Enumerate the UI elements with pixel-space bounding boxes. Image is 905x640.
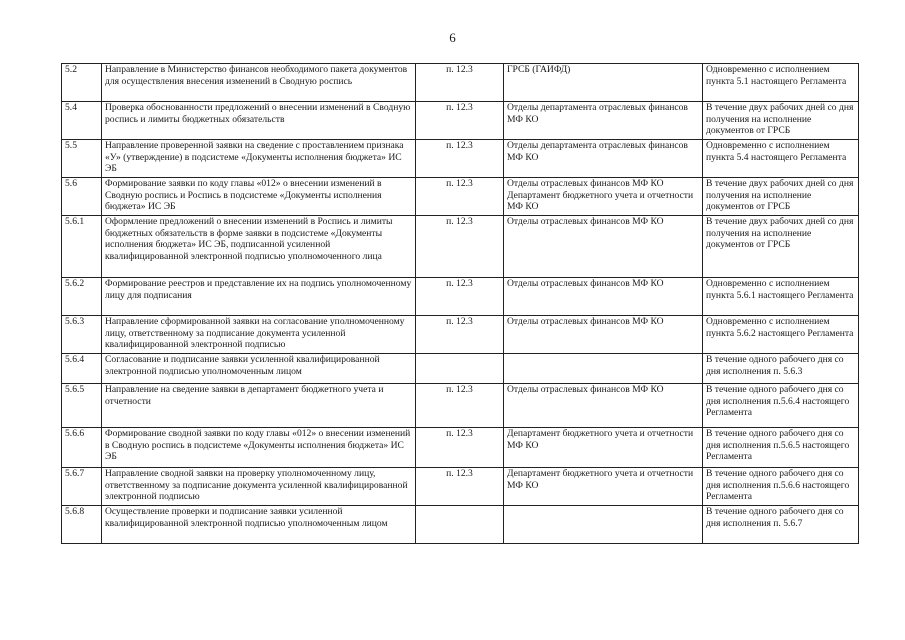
executor-cell: Отделы отраслевых финансов МФ КО [504,384,703,428]
reference-cell: п. 12.3 [416,316,504,354]
action-cell: Формирование сводной заявки по коду главы «012» о внесении изменений в Сводную роспись в подсистеме «Документы исполнения бюджета» ИС ЭБ [102,428,416,468]
row-number: 5.6 [62,178,102,216]
row-number: 5.5 [62,140,102,178]
reference-cell: п. 12.3 [416,468,504,506]
reference-cell [416,506,504,544]
executor-cell: Отделы отраслевых финансов МФ КО Департамент бюджетного учета и отчетности МФ КО [504,178,703,216]
table-row [62,64,859,102]
executor-cell: Отделы отраслевых финансов МФ КО [504,216,703,278]
executor-cell: Отделы департамента отраслевых финансов МФ КО [504,102,703,140]
table-row [62,316,859,354]
action-cell: Формирование заявки по коду главы «012» о внесении изменений в Сводную роспись и Роспись в подсистеме «Документы исполнения бюджета» ИС ЭБ [102,178,416,216]
action-cell: Осуществление проверки и подписание заявки усиленной квалифицированной электронной подписью уполномоченным лицом [102,506,416,544]
action-cell: Направление сформированной заявки на согласование уполномоченному лицу, ответственному за подписание документа усиленной квалифицированной электронной подписью [102,316,416,354]
term-cell: В течение одного рабочего дня со дня исполнения п.5.6.4 настоящего Регламента [703,384,859,428]
term-cell: Одновременно с исполнением пункта 5.4 настоящего Регламента [703,140,859,178]
table-row [62,278,859,316]
term-cell: В течение одного рабочего дня со дня исполнения п. 5.6.7 [703,506,859,544]
action-cell: Формирование реестров и представление их на подпись уполномоченному лицу для подписания [102,278,416,316]
action-cell: Направление проверенной заявки на сведение с проставлением признака «У» (утверждение) в подсистеме «Документы исполнения бюджета» ИС ЭБ [102,140,416,178]
table-row [62,506,859,544]
executor-cell: Отделы департамента отраслевых финансов МФ КО [504,140,703,178]
term-cell: В течение одного рабочего дня со дня исполнения п. 5.6.3 [703,354,859,384]
executor-cell: Отделы отраслевых финансов МФ КО [504,278,703,316]
executor-cell [504,354,703,384]
term-cell: Одновременно с исполнением пункта 5.6.2 настоящего Регламента [703,316,859,354]
table-row [62,428,859,468]
regulation-table [61,63,859,544]
term-cell: В течение одного рабочего дня со дня исполнения п.5.6.6 настоящего Регламента [703,468,859,506]
reference-cell: п. 12.3 [416,216,504,278]
action-cell: Направление в Министерство финансов необходимого пакета документов для осуществления внесения изменений в Сводную роспись [102,64,416,102]
row-number: 5.4 [62,102,102,140]
table-row [62,354,859,384]
row-number: 5.2 [62,64,102,102]
action-cell: Направление сводной заявки на проверку уполномоченному лицу, ответственному за подписание документа усиленной квалифицированной электронной подписью [102,468,416,506]
term-cell: Одновременно с исполнением пункта 5.1 настоящего Регламента [703,64,859,102]
row-number: 5.6.2 [62,278,102,316]
reference-cell [416,354,504,384]
executor-cell: Отделы отраслевых финансов МФ КО [504,316,703,354]
executor-cell: ГРСБ (ГАИФД) [504,64,703,102]
reference-cell: п. 12.3 [416,140,504,178]
action-cell: Оформление предложений о внесении изменений в Роспись и лимиты бюджетных обязательств в форме заявки в подсистеме «Документы исполнения бюджета» ИС ЭБ, подписанной усиленной квалифицированной электронной подписью уполномоченного лица [102,216,416,278]
term-cell: В течение одного рабочего дня со дня исполнения п.5.6.5 настоящего Регламента [703,428,859,468]
term-cell: В течение двух рабочих дней со дня получения на исполнение документов от ГРСБ [703,102,859,140]
row-number: 5.6.3 [62,316,102,354]
row-number: 5.6.1 [62,216,102,278]
table-row [62,216,859,278]
table-row [62,384,859,428]
reference-cell: п. 12.3 [416,428,504,468]
reference-cell: п. 12.3 [416,178,504,216]
term-cell: В течение двух рабочих дней со дня получения на исполнение документов от ГРСБ [703,216,859,278]
table-row [62,140,859,178]
table-row [62,102,859,140]
executor-cell [504,506,703,544]
term-cell: Одновременно с исполнением пункта 5.6.1 настоящего Регламента [703,278,859,316]
term-cell: В течение двух рабочих дней со дня получения на исполнение документов от ГРСБ [703,178,859,216]
table-row [62,178,859,216]
row-number: 5.6.5 [62,384,102,428]
action-cell: Согласование и подписание заявки усиленной квалифицированной электронной подписью уполномоченным лицом [102,354,416,384]
reference-cell: п. 12.3 [416,102,504,140]
row-number: 5.6.6 [62,428,102,468]
page-number: 6 [449,30,456,45]
action-cell: Направление на сведение заявки в департамент бюджетного учета и отчетности [102,384,416,428]
table-row [62,468,859,506]
executor-cell: Департамент бюджетного учета и отчетности МФ КО [504,428,703,468]
executor-cell: Департамент бюджетного учета и отчетности МФ КО [504,468,703,506]
reference-cell: п. 12.3 [416,64,504,102]
row-number: 5.6.7 [62,468,102,506]
reference-cell: п. 12.3 [416,278,504,316]
row-number: 5.6.8 [62,506,102,544]
action-cell: Проверка обоснованности предложений о внесении изменений в Сводную роспись и лимиты бюджетных обязательств [102,102,416,140]
reference-cell: п. 12.3 [416,384,504,428]
row-number: 5.6.4 [62,354,102,384]
